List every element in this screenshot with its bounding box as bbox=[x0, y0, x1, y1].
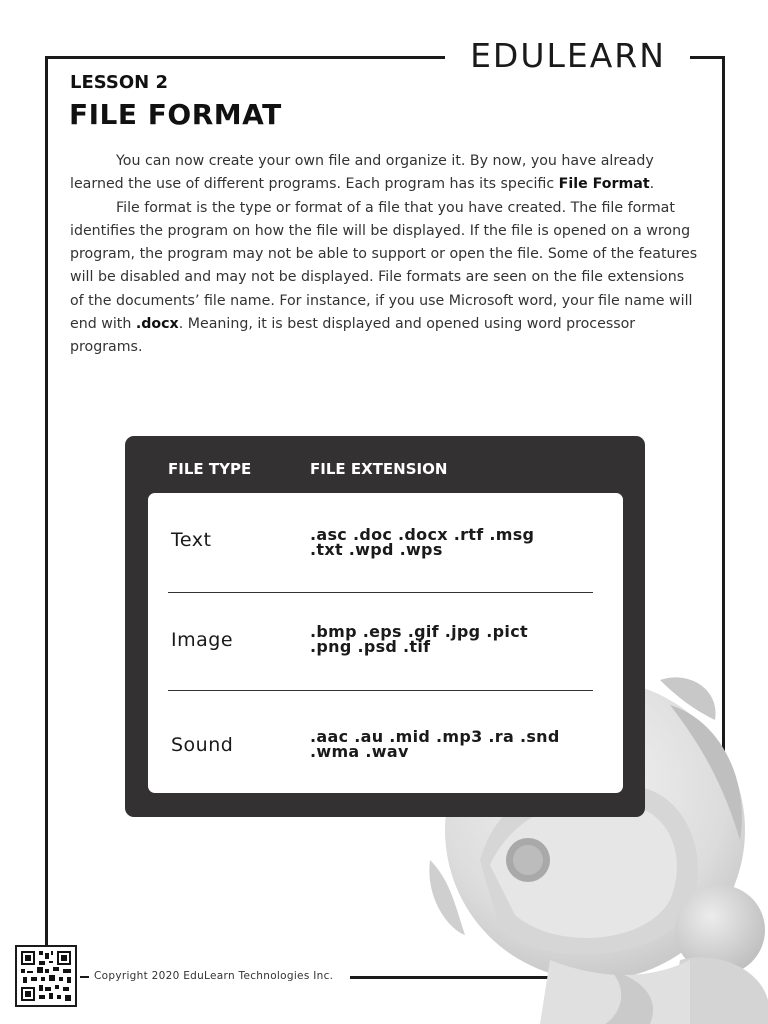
extensions-text bbox=[310, 527, 610, 557]
paragraph-1 bbox=[70, 150, 700, 197]
frame-left bbox=[45, 56, 48, 948]
extensions-sound bbox=[310, 729, 610, 759]
file-type-sound: Sound bbox=[171, 734, 234, 756]
extensions-text-line2: .txt .wpd .wps bbox=[310, 540, 443, 559]
extensions-image bbox=[310, 624, 610, 654]
paragraph-2-text: File format is the type or format of a file that you have created. The file format identifies the program on how the file will be displayed. If the file is opened on a wrong program, the program may not be able to support or open the file. Some of the features will be disabled and may not be displayed. File formats are seen on the file extensions of the documents’ file name. For instance, if you use Microsoft word, your file name will end with bbox=[70, 199, 698, 333]
frame-bottom-small bbox=[80, 976, 89, 978]
paragraph-2-end: . Meaning, it is best displayed and opened using word processor programs. bbox=[70, 316, 636, 356]
copyright-notice: Copyright 2020 EduLearn Technologies Inc. bbox=[94, 970, 334, 982]
extensions-image-line2: .png .psd .tif bbox=[310, 637, 431, 656]
file-type-image: Image bbox=[171, 629, 234, 651]
frame-top-left bbox=[45, 56, 445, 59]
paragraph-1-text: You can now create your own file and organize it. By now, you have already learned the use of different programs. Each program has its specific bbox=[70, 153, 654, 193]
header-file-extension: FILE EXTENSION bbox=[310, 460, 448, 478]
frame-top-right bbox=[690, 56, 725, 59]
paragraph-1-bold: File Format bbox=[558, 176, 650, 193]
header-file-type: FILE TYPE bbox=[168, 460, 252, 478]
extensions-text-line1: .asc .doc .docx .rtf .msg bbox=[310, 525, 535, 544]
page-title: FILE FORMAT bbox=[69, 98, 282, 131]
row-divider bbox=[168, 592, 593, 593]
file-type-text: Text bbox=[171, 529, 212, 551]
lesson-label: LESSON 2 bbox=[70, 72, 169, 93]
paragraph-2 bbox=[70, 197, 700, 360]
extensions-image-line1: .bmp .eps .gif .jpg .pict bbox=[310, 622, 528, 641]
brand-logo: EDULEARN bbox=[450, 36, 686, 76]
extensions-sound-line1: .aac .au .mid .mp3 .ra .snd bbox=[310, 727, 560, 746]
paragraph-2-bold: .docx bbox=[135, 316, 179, 333]
row-divider bbox=[168, 690, 593, 691]
lesson-body bbox=[70, 150, 700, 360]
extensions-sound-line2: .wma .wav bbox=[310, 742, 409, 761]
paragraph-1-end: . bbox=[649, 176, 655, 193]
qr-code-icon bbox=[15, 945, 77, 1007]
